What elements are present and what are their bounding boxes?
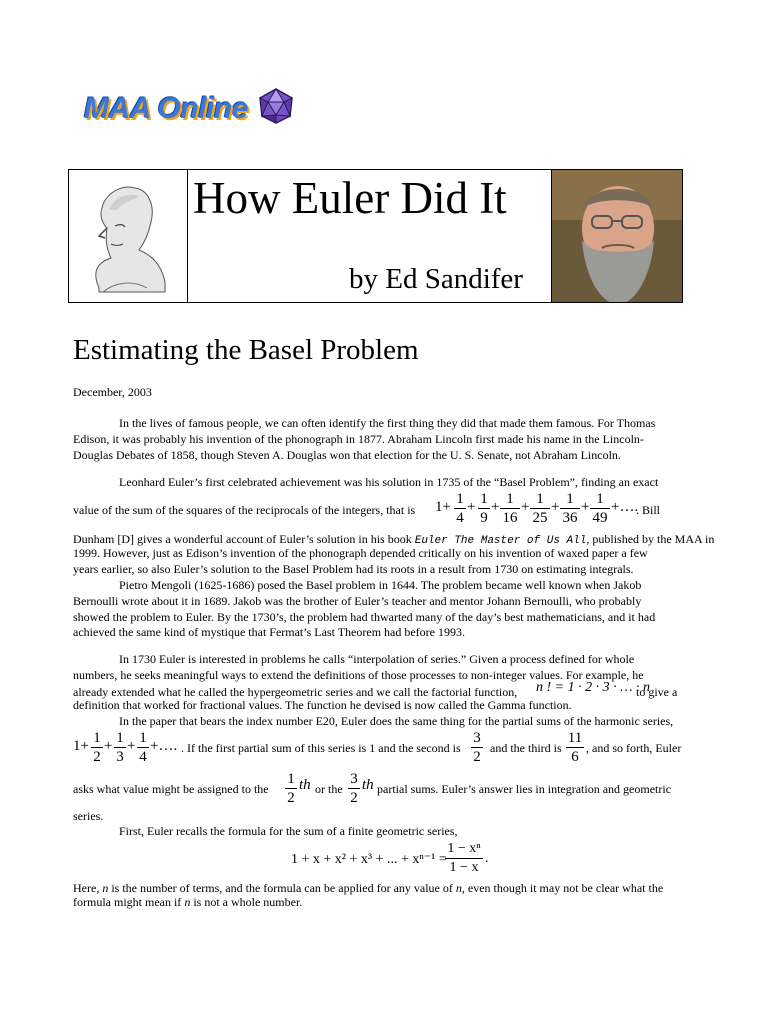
harmonic-fraction-2: [114, 729, 126, 766]
paragraph-2-line-3-start: Dunham [D] gives a wonderful account of Euler’s solution in his book: [73, 532, 412, 546]
basel-one-plus: 1+: [435, 499, 451, 515]
paragraph-2-line-2-text: value of the sum of the squares of the reciprocals of the integers, that is: [73, 503, 416, 517]
fraction-eleven-sixths: [566, 729, 584, 766]
paragraph-3-line-1: Pietro Mengoli (1625-1686) posed the Basel problem in 1644. The problem became well known when Jakob: [119, 578, 642, 592]
basel-fraction-6: [590, 490, 610, 527]
basel-numerator-3: 1: [506, 491, 514, 507]
column-author: by Ed Sandifer: [349, 263, 523, 295]
basel-plus-5: +: [581, 499, 590, 515]
basel-plus-3: +: [521, 499, 530, 515]
harmonic-denominator-1: 2: [91, 747, 103, 766]
paragraph-2-line-3-end: , published by the MAA in: [586, 532, 715, 546]
paragraph-2-line-1: Leonhard Euler’s first celebrated achievement was his solution in 1735 of the “Basel Problem”, finding an exact: [119, 475, 659, 489]
paragraph-4-line-4: definition that worked for fractional values. The function he devised is now called the Gamma function.: [73, 698, 572, 712]
paragraph-5-line-2-b: and the third is: [490, 741, 562, 755]
paragraph-4-line-3-text: already extended what he called the hypergeometric series and we call the factorial function,: [73, 685, 518, 699]
basel-denominator-4: 25: [530, 508, 550, 527]
harmonic-denominator-3: 4: [137, 747, 149, 766]
factorial-formula-text: n ! = 1 · 2 · 3 · … · n: [536, 680, 651, 695]
geometric-fraction: [445, 840, 483, 877]
paragraph-7-line-2: [73, 894, 302, 910]
harmonic-one-plus: 1+: [73, 738, 89, 754]
author-photo: [551, 170, 682, 302]
paragraph-3-line-3: showed the problem to Euler. By the 1730’s, the problem had thwarted many of the day’s best mathematicians, and it had: [73, 610, 656, 624]
paragraph-5-line-3-a: asks what value might be assigned to the: [73, 782, 269, 796]
variable-n-1: n: [102, 881, 109, 895]
paragraph-7-line-1-a: Here,: [73, 881, 100, 895]
euler-bust-image: [69, 170, 188, 302]
basel-plus-1: +: [467, 499, 476, 515]
basel-numerator-2: 1: [480, 491, 488, 507]
one-half-denominator: 2: [285, 788, 297, 807]
harmonic-tail: +….: [150, 738, 178, 754]
paragraph-5-line-3-c: partial sums. Euler’s answer lies in integration and geometric: [377, 782, 672, 796]
polyhedron-icon: [258, 88, 294, 129]
article-title: Estimating the Basel Problem: [73, 334, 419, 366]
eleven-sixths-denominator: 6: [566, 747, 584, 766]
one-half-numerator: 1: [287, 771, 295, 787]
paragraph-4-line-3-end: to give a: [636, 685, 678, 699]
paragraph-5-line-3-b: or the: [315, 782, 343, 796]
paragraph-7-line-1-c: , even though it may not be clear what the: [461, 881, 664, 895]
basel-numerator-6: 1: [596, 491, 604, 507]
factorial-formula: [536, 680, 650, 696]
three-halves-numerator: 3: [473, 730, 481, 746]
paragraph-6-line-1: First, Euler recalls the formula for the sum of a finite geometric series,: [119, 824, 458, 838]
paragraph-1-line-3: Douglas Debates of 1858, though Steven A. Douglas won that election for the U. S. Senate, not Abraham Lincoln.: [73, 448, 621, 462]
variable-n-2: n: [455, 881, 462, 895]
paragraph-5-line-1: In the paper that bears the index number E20, Euler does the same thing for the partial sums of the harmonic series,: [119, 714, 674, 728]
harmonic-plus-1: +: [104, 738, 113, 754]
basel-numerator-5: 1: [566, 491, 574, 507]
basel-numerator-1: 1: [456, 491, 464, 507]
fraction-three-halves-2: [348, 770, 360, 807]
paragraph-4-line-2: numbers, he seeks meaningful ways to extend the definitions of those processes to non-integer values. For example, he: [73, 668, 644, 682]
geometric-lhs: 1 + x + x² + x³ + ... + xⁿ⁻¹ =: [291, 852, 447, 867]
paragraph-7-line-2-a: formula might mean if: [73, 895, 182, 909]
basel-fraction-5: [560, 490, 580, 527]
paragraph-5-line-2-a: . If the first partial sum of this series is 1 and the second is: [181, 741, 461, 755]
fraction-one-half: [285, 770, 297, 807]
column-title: How Euler Did It: [193, 173, 507, 223]
paragraph-2-line-5: years earlier, so also Euler’s solution to the Basel Problem had its roots in a result from 1730 on estimating integrals.: [73, 562, 634, 576]
column-header-box: [68, 169, 683, 303]
basel-fraction-3: [500, 490, 520, 527]
paragraph-3-line-4: achieved the same kind of mystique that Fermat’s Last Theorem had before 1993.: [73, 625, 465, 639]
paragraph-7-line-2-b: is not a whole number.: [193, 895, 303, 909]
paragraph-5-line-2-c: , and so forth, Euler: [586, 741, 682, 755]
three-halves-denominator: 2: [471, 747, 483, 766]
harmonic-numerator-1: 1: [93, 730, 101, 746]
basel-numerator-4: 1: [536, 491, 544, 507]
geometric-denominator: 1 − x: [445, 858, 483, 877]
harmonic-numerator-3: 1: [139, 730, 147, 746]
harmonic-fraction-3: [137, 729, 149, 766]
eleven-sixths-numerator: 11: [567, 730, 583, 746]
paragraph-1-line-2: Edison, it was probably his invention of the phonograph in 1877. Abraham Lincoln first made his name in the Lincoln-: [73, 432, 644, 446]
paragraph-7-line-1-b: is the number of terms, and the formula can be applied for any value of: [111, 881, 453, 895]
basel-fraction-4: [530, 490, 550, 527]
variable-n-3: n: [184, 895, 191, 909]
paragraph-4-line-1: In 1730 Euler is interested in problems he calls “interpolation of series.” Given a process defined for whole: [119, 652, 635, 666]
article-date: December, 2003: [73, 385, 152, 399]
basel-plus-2: +: [491, 499, 500, 515]
basel-denominator-3: 16: [500, 508, 520, 527]
harmonic-plus-2: +: [127, 738, 136, 754]
harmonic-numerator-2: 1: [116, 730, 124, 746]
geometric-period: .: [485, 851, 489, 866]
harmonic-denominator-2: 3: [114, 747, 126, 766]
paragraph-1-line-1: In the lives of famous people, we can often identify the first thing they did that made them famous. For Thomas: [119, 416, 656, 430]
book-title-euler: Euler The Master of Us All: [414, 535, 587, 547]
basel-plus-4: +: [551, 499, 560, 515]
paragraph-5-line-4: series.: [73, 809, 104, 823]
fraction-three-halves: [471, 729, 483, 766]
th-suffix-1: th: [299, 777, 311, 793]
th-suffix-2: th: [362, 777, 374, 793]
paragraph-2-line-2-end: . Bill: [636, 503, 661, 517]
paragraph-3-line-2: Bernoulli wrote about it in 1689. Jakob was the brother of Euler’s teacher and mentor Johann Bernoulli, who probably: [73, 594, 642, 608]
basel-denominator-1: 4: [454, 508, 466, 527]
harmonic-fraction-1: [91, 729, 103, 766]
three-halves-2-denominator: 2: [348, 788, 360, 807]
paragraph-2-line-4: 1999. However, just as Edison’s invention of the phonograph depended critically on his invention of waxed paper a few: [73, 546, 648, 560]
three-halves-2-numerator: 3: [350, 771, 358, 787]
basel-fraction-1: [454, 490, 466, 527]
basel-fraction-2: [478, 490, 490, 527]
basel-denominator-6: 49: [590, 508, 610, 527]
basel-denominator-5: 36: [560, 508, 580, 527]
basel-denominator-2: 9: [478, 508, 490, 527]
geometric-numerator: 1 − xⁿ: [447, 841, 481, 856]
basel-tail: +….: [611, 499, 639, 515]
logo-text: MAA Online: [84, 91, 248, 125]
maa-online-logo[interactable]: [84, 88, 294, 129]
